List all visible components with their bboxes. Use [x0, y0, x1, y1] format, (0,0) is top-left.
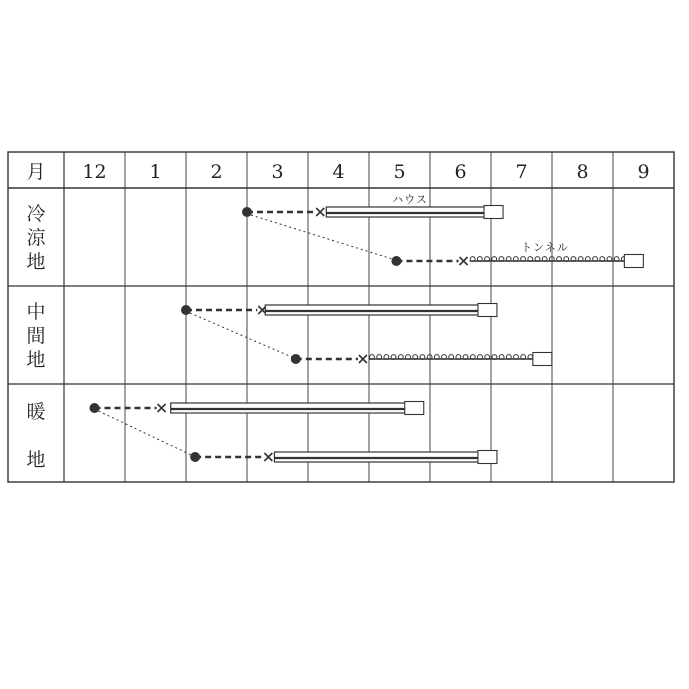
region-char: 涼 [26, 227, 46, 249]
sowing-marker [291, 354, 301, 364]
sowing-marker [391, 256, 401, 266]
month-label: 3 [271, 161, 284, 183]
sowing-marker [90, 403, 100, 413]
month-label: 9 [637, 161, 650, 183]
month-label: 12 [82, 161, 107, 183]
harvest-end-box [624, 255, 643, 268]
month-label: 8 [576, 161, 589, 183]
month-label: 2 [210, 161, 223, 183]
month-header-label: 月 [26, 161, 46, 183]
region-char: 冷 [26, 203, 46, 225]
harvest-end-box [478, 451, 497, 464]
month-label: 4 [332, 161, 345, 183]
month-label: 7 [515, 161, 528, 183]
harvest-end-box [405, 402, 424, 415]
region-char: 地 [26, 251, 46, 273]
house-label: ハウス [392, 193, 428, 206]
region-intermediate [26, 301, 45, 371]
region-cold [26, 203, 46, 273]
month-label: 1 [149, 161, 162, 183]
region-char: 間 [26, 325, 46, 347]
sowing-marker [190, 452, 200, 462]
harvest-end-box [478, 304, 497, 317]
region-char: 暖 [26, 401, 46, 423]
region-char: 地 [26, 449, 46, 471]
month-label: 5 [393, 161, 406, 183]
region-char: 地 [26, 349, 46, 371]
harvest-end-box [533, 353, 552, 366]
month-label: 6 [454, 161, 467, 183]
harvest-end-box [484, 206, 503, 219]
sowing-marker [181, 305, 191, 315]
sowing-marker [242, 207, 252, 217]
tunnel-label: トンネル [521, 241, 569, 254]
region-char: 中 [26, 301, 46, 323]
